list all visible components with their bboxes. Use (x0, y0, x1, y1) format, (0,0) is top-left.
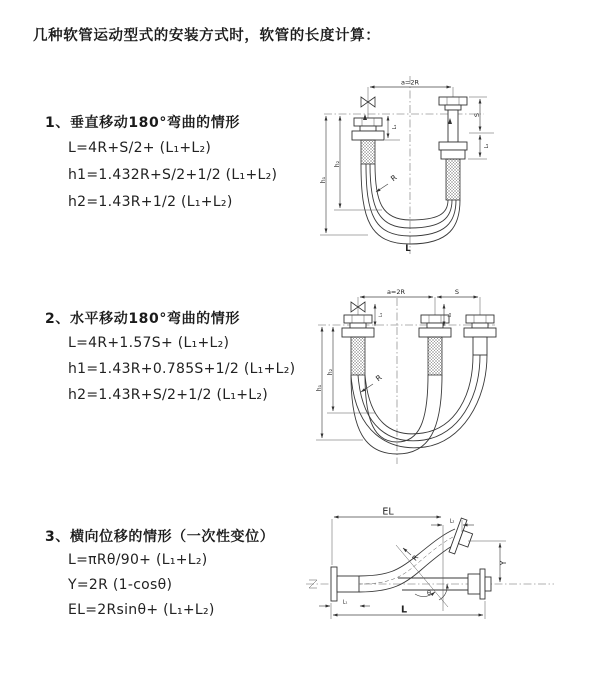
section1-formula-h2: h2=1.43R+1/2 (L₁+L₂) (68, 194, 233, 210)
dim-label-L1: L₁ (379, 312, 384, 318)
angle-label-theta: θ (427, 589, 431, 597)
dim-label-h1: h₁ (316, 384, 323, 392)
dim-label-L2: L₂ (449, 518, 455, 525)
braided-hose-section (446, 159, 460, 200)
dim-label-S: S (454, 288, 460, 296)
dim-label-h1: h₁ (320, 176, 327, 184)
dim-label-EL: EL (382, 506, 394, 518)
right-fitting-shifted-position (464, 297, 496, 355)
hose-arcs (351, 355, 487, 454)
radius-label-R: R (410, 553, 421, 563)
hose-arcs (361, 164, 460, 244)
dim-label-a2R: a=2R (386, 288, 406, 296)
dim-label-L2: L₂ (448, 312, 453, 318)
diagram-horizontal-180-bend (313, 280, 543, 470)
section1-formula-L: L=4R+S/2+ (L₁+L₂) (68, 140, 212, 156)
section3-formula-EL: EL=2Rsinθ+ (L₁+L₂) (68, 602, 215, 618)
left-flange (331, 567, 359, 601)
section1-heading: 1、垂直移动180°弯曲的情形 (45, 115, 240, 131)
section2-formula-L: L=4R+1.57S+ (L₁+L₂) (68, 335, 230, 351)
dim-label-h2: h₂ (327, 368, 334, 376)
dim-label-L: L (400, 604, 408, 616)
left-fitting (342, 297, 374, 375)
section3-heading: 3、横向位移的情形（一次性变位） (45, 529, 275, 545)
dim-label-h2: h₂ (334, 160, 341, 168)
section1-formula-h1: h1=1.432R+S/2+1/2 (L₁+L₂) (68, 167, 278, 183)
dim-label-Y: Y (499, 560, 508, 566)
radius-label-R: R (373, 372, 384, 384)
dim-label-L1: L₁ (342, 599, 348, 606)
dim-label-L2: L₂ (484, 143, 490, 149)
dim-label-a2R: a=2R (400, 78, 420, 87)
section2-formula-h2: h2=1.43R+S/2+1/2 (L₁+L₂) (68, 387, 269, 403)
dim-label-L1: L₁ (392, 124, 398, 130)
section2-formula-h1: h1=1.43R+0.785S+1/2 (L₁+L₂) (68, 361, 296, 377)
dim-label-L: L (405, 244, 411, 254)
right-fitting (439, 87, 467, 200)
braided-hose-section (428, 337, 442, 375)
braided-hose-section (351, 337, 365, 375)
diagram-vertical-180-bend (308, 68, 533, 258)
arrow-tick (363, 114, 367, 120)
section3-formula-L: L=πRθ/90+ (L₁+L₂) (68, 552, 208, 568)
diagram-lateral-displacement (298, 503, 563, 648)
radius-label-R: R (388, 172, 399, 184)
section2-heading: 2、水平移动180°弯曲的情形 (45, 311, 240, 327)
right-flange (480, 569, 485, 599)
dimensions (319, 507, 508, 620)
page-title: 几种软管运动型式的安装方式时，软管的长度计算： (33, 28, 381, 44)
section3-formula-Y: Y=2R (1-cosθ) (68, 577, 173, 593)
middle-fitting (419, 297, 451, 375)
dim-label-S: S (473, 112, 481, 118)
left-fitting (352, 87, 384, 164)
braided-hose-section (361, 140, 375, 164)
